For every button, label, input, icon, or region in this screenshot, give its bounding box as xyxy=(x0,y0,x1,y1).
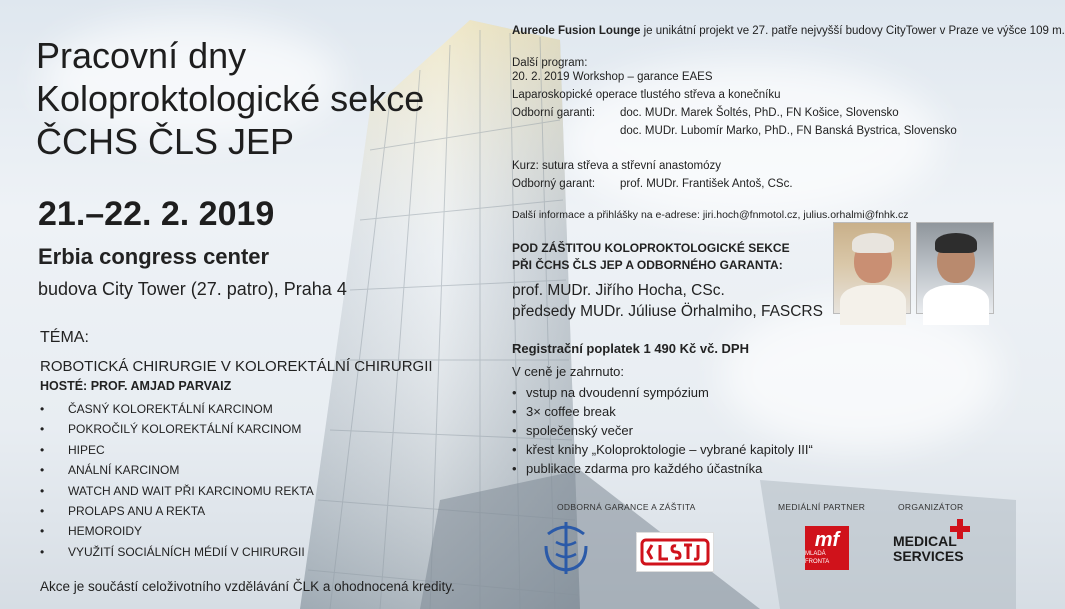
course-guarantor-row xyxy=(512,178,793,190)
event-venue: Erbia congress center xyxy=(38,244,270,269)
topic-text: VYUŽITÍ SOCIÁLNÍCH MÉDIÍ V CHIRURGII xyxy=(68,544,305,559)
bullet-icon: • xyxy=(512,404,517,419)
portrait-photo xyxy=(833,222,911,314)
includes-list xyxy=(512,383,813,478)
course-guarantor-name: prof. MUDr. František Antoš, CSc. xyxy=(620,178,793,190)
list-item xyxy=(40,460,314,480)
mlada-fronta-logo xyxy=(805,526,849,570)
patronage-line: PŘI ČCHS ČLS JEP A ODBORNÉHO GARANTA: xyxy=(512,258,783,272)
title-line: Pracovní dny xyxy=(36,35,247,76)
medical-services-logo xyxy=(893,518,983,568)
course-line: Kurz: sutura střeva a střevní anastomózy xyxy=(512,160,722,172)
patron-name: prof. MUDr. Jiřího Hocha, CSc. xyxy=(512,282,725,299)
list-item xyxy=(40,521,314,541)
portrait-photo xyxy=(916,222,994,314)
include-text: křest knihy „Koloproktologie – vybrané kapitoly III“ xyxy=(526,442,813,457)
lounge-text: je unikátní projekt ve 27. patře nejvyšší budovy CityTower v Praze ve výšce 109 m. xyxy=(640,25,1065,37)
bullet-icon: • xyxy=(40,402,45,416)
list-item xyxy=(40,440,314,460)
list-item xyxy=(40,542,314,562)
course-guarantor-label: Odborný garant: xyxy=(512,178,596,190)
topic-text: WATCH AND WAIT PŘI KARCINOMU REKTA xyxy=(68,483,314,498)
title-line: Koloproktologické sekce xyxy=(36,78,425,119)
list-item xyxy=(512,421,813,440)
bullet-icon: • xyxy=(40,422,45,437)
program-label: Další program: xyxy=(512,57,588,69)
bullet-icon: • xyxy=(40,524,45,539)
event-date: 21.–22. 2. 2019 xyxy=(38,195,275,233)
bullet-icon: • xyxy=(40,483,45,498)
include-text: vstup na dvoudenní sympózium xyxy=(526,385,709,400)
includes-label: V ceně je zahrnuto: xyxy=(512,364,625,379)
list-item xyxy=(40,481,314,501)
topic-text: ANÁLNÍ KARCINOM xyxy=(68,463,180,478)
bullet-icon: • xyxy=(40,544,45,559)
guarantor-name: doc. MUDr. Marek Šoltés, PhD., FN Košice, Slovensko xyxy=(620,107,899,119)
lounge-name: Aureole Fusion Lounge xyxy=(512,25,641,37)
logo-label-media: MEDIÁLNÍ PARTNER xyxy=(778,502,866,512)
topic-text: ČASNÝ KOLOREKTÁLNÍ KARCINOM xyxy=(68,402,273,416)
guarantor-row xyxy=(512,125,957,137)
bullet-icon: • xyxy=(512,423,517,438)
chs-society-logo xyxy=(538,518,594,578)
include-text: 3× coffee break xyxy=(526,404,616,419)
bullet-icon: • xyxy=(40,442,45,457)
topic-text: POKROČILÝ KOLOREKTÁLNÍ KARCINOM xyxy=(68,422,302,437)
guarantor-row xyxy=(512,107,899,119)
workshop-topic: Laparoskopické operace tlustého střeva a konečníku xyxy=(512,89,781,101)
contact-line: Další informace a přihlášky na e-adrese: jiri.hoch@fnmotol.cz, julius.orhalmi@fnhk.cz xyxy=(512,209,909,221)
event-title xyxy=(36,34,476,163)
title-line: ČCHS ČLS JEP xyxy=(36,121,295,162)
theme-title: ROBOTICKÁ CHIRURGIE V KOLOREKTÁLNÍ CHIRURGII xyxy=(40,358,433,375)
event-address: budova City Tower (27. patro), Praha 4 xyxy=(38,279,347,299)
list-item xyxy=(512,383,813,402)
list-item xyxy=(512,459,813,478)
topic-text: PROLAPS ANU A REKTA xyxy=(68,503,206,518)
guarantor-name: doc. MUDr. Lubomír Marko, PhD., FN Banská Bystrica, Slovensko xyxy=(620,125,957,137)
patronage-line: POD ZÁŠTITOU KOLOPROKTOLOGICKÉ SEKCE xyxy=(512,241,790,255)
topic-text: HIPEC xyxy=(68,442,105,457)
bullet-icon: • xyxy=(40,463,45,478)
ms-line: SERVICES xyxy=(893,548,964,564)
guarantors-label: Odborní garanti: xyxy=(512,107,596,119)
guests-line: HOSTÉ: PROF. AMJAD PARVAIZ xyxy=(40,379,232,393)
bullet-icon: • xyxy=(512,385,517,400)
ms-line: MEDICAL xyxy=(893,533,957,549)
topic-text: HEMOROIDY xyxy=(68,524,143,539)
theme-label: TÉMA: xyxy=(40,329,89,346)
mf-subtitle: MLADÁ FRONTA xyxy=(805,551,830,565)
include-text: společenský večer xyxy=(526,423,633,438)
list-item xyxy=(512,440,813,459)
list-item xyxy=(40,399,314,419)
credits-note: Akce je součástí celoživotního vzdělávání ČLK a ohodnocená kredity. xyxy=(40,579,455,594)
cls-jep-logo xyxy=(636,532,714,572)
workshop-line: 20. 2. 2019 Workshop – garance EAES xyxy=(512,71,713,83)
bullet-icon: • xyxy=(512,461,517,476)
include-text: publikace zdarma pro každého účastníka xyxy=(526,461,763,476)
topics-list xyxy=(40,399,314,562)
list-item xyxy=(512,402,813,421)
lounge-info xyxy=(512,25,1065,37)
logo-label-organizer: ORGANIZÁTOR xyxy=(898,502,964,512)
patron-name: předsedy MUDr. Júliuse Örhalmiho, FASCRS xyxy=(512,303,823,320)
registration-fee: Registrační poplatek 1 490 Kč vč. DPH xyxy=(512,341,749,356)
list-item xyxy=(40,419,314,439)
patronage-heading xyxy=(512,240,790,274)
bullet-icon: • xyxy=(40,503,45,518)
patron-names xyxy=(512,280,823,322)
bullet-icon: • xyxy=(512,442,517,457)
list-item xyxy=(40,501,314,521)
logo-label-guarantee: ODBORNÁ GARANCE A ZÁŠTITA xyxy=(557,502,696,512)
mf-mark: mf xyxy=(814,529,840,551)
